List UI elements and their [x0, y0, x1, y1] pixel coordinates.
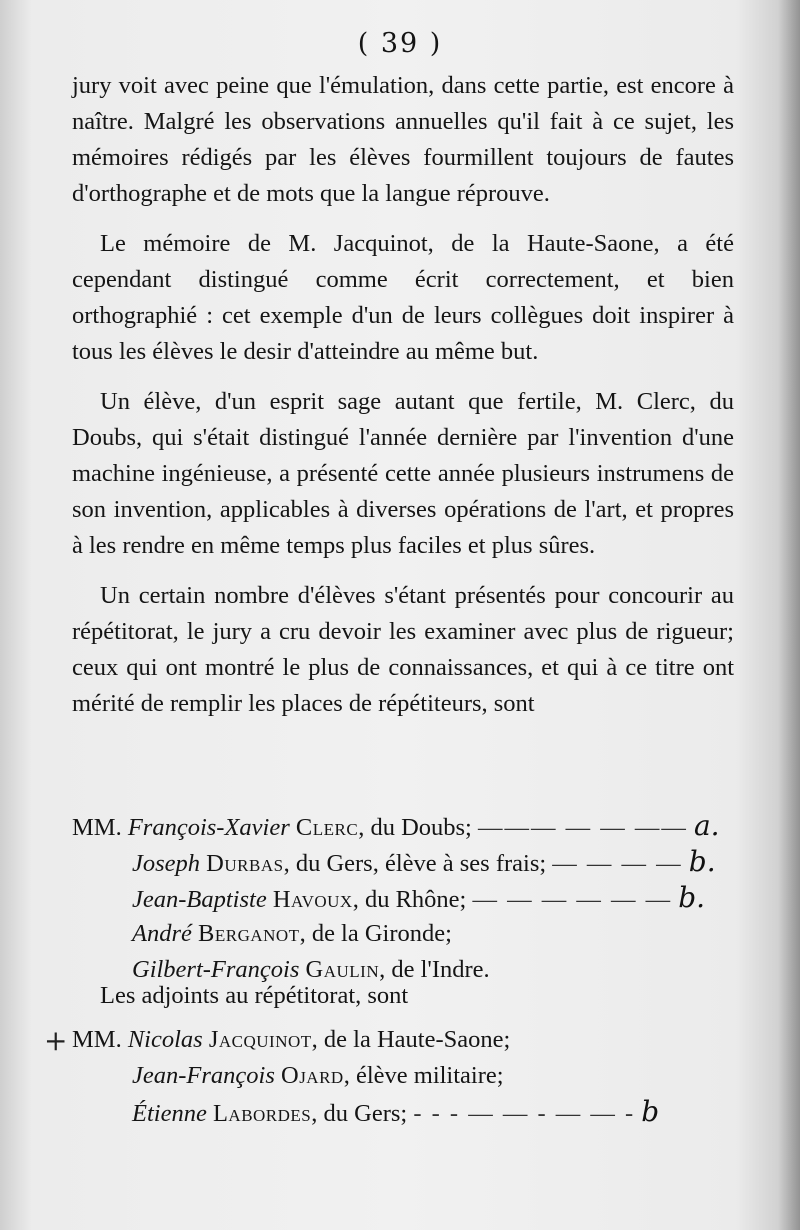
- pen-dashes: — — — —: [552, 850, 683, 877]
- surname: Berganot: [198, 920, 300, 947]
- name-entry: [72, 1058, 772, 1094]
- given-name: Nicolas: [127, 1026, 203, 1053]
- repetiteurs-list: [72, 808, 772, 988]
- origin-text: , du Gers;: [311, 1100, 408, 1127]
- surname: Gaulin: [305, 956, 380, 983]
- name-entry: [72, 880, 772, 916]
- pen-dashes: ——— — — ——: [477, 814, 688, 841]
- surname: Durbas: [206, 850, 284, 877]
- given-name: Joseph: [132, 850, 201, 877]
- surname: Jacquinot: [208, 1026, 312, 1053]
- name-entry: [72, 1022, 772, 1058]
- page-number: ( 39 ): [357, 28, 443, 59]
- pen-dashes: — — — — — —: [472, 886, 673, 913]
- pen-dashes: - - - — — - — — -: [413, 1100, 636, 1127]
- origin-text: , du Doubs;: [358, 814, 472, 841]
- surname: Ojard: [281, 1062, 344, 1089]
- adjoints-list: [72, 1022, 772, 1130]
- given-name: Jean-François: [132, 1062, 275, 1089]
- given-name: Gilbert-François: [132, 956, 300, 983]
- origin-text: , élève militaire;: [343, 1062, 504, 1089]
- surname: Labordes: [212, 1100, 312, 1127]
- name-entry: [72, 808, 772, 844]
- origin-text: , de l'Indre.: [379, 956, 490, 983]
- paragraph: jury voit avec peine que l'émulation, dans cette partie, est encore à naître. Malgré les observations annuelles qu'il fait à ce sujet, les mémoires rédigés par les élèves fourmillent toujours de fautes d'orthographe et de mots que la langue réprouve.: [72, 72, 734, 207]
- origin-text: , de la Haute-Saone;: [311, 1026, 511, 1053]
- given-name: Étienne: [132, 1100, 207, 1127]
- paragraph: Un certain nombre d'élèves s'étant présentés pour concourir au répétitorat, le jury a cru devoir les examiner avec plus de rigueur; ceux qui ont montré le plus de connaissances, et qui à ce titre ont mérité de remplir les places de répétiteurs, sont: [72, 582, 734, 717]
- page-edge-shadow: [778, 0, 800, 1230]
- handwritten-note: a.: [693, 809, 720, 842]
- name-entry: [72, 844, 772, 880]
- paragraph: Le mémoire de M. Jacquinot, de la Haute-Saone, a été cependant distingué comme écrit correctement, et bien orthographié : cet exemple d'un de leurs collègues doit inspirer à tous les élèves le desir d'atteindre au même but.: [72, 230, 734, 365]
- origin-text: , de la Gironde;: [299, 920, 452, 947]
- handwritten-plus-mark: +: [44, 1024, 68, 1057]
- body-text: [72, 68, 734, 736]
- honorific-prefix: MM.: [72, 1026, 122, 1053]
- origin-text: , du Gers, élève à ses frais;: [283, 850, 547, 877]
- given-name: Jean-Baptiste: [132, 886, 267, 913]
- handwritten-note: b.: [678, 881, 706, 914]
- name-entry: [72, 916, 772, 952]
- honorific-prefix: MM.: [72, 814, 122, 841]
- paragraph: Un élève, d'un esprit sage autant que fertile, M. Clerc, du Doubs, qui s'était distingué l'année dernière par l'invention d'une machine ingénieuse, a présenté cette année plusieurs instrumens de son invention, applicables à diverses opérations de l'art, et propres à les rendre en même temps plus faciles et plus sûres.: [72, 388, 734, 559]
- given-name: André: [132, 920, 192, 947]
- name-entry: [72, 1094, 772, 1130]
- given-name: François-Xavier: [127, 814, 290, 841]
- adjoints-heading: Les adjoints au répétitorat, sont: [100, 982, 409, 1009]
- origin-text: , du Rhône;: [352, 886, 467, 913]
- surname: Havoux: [272, 886, 353, 913]
- handwritten-note: b: [641, 1095, 660, 1128]
- handwritten-note: b.: [688, 845, 716, 878]
- surname: Clerc: [295, 814, 359, 841]
